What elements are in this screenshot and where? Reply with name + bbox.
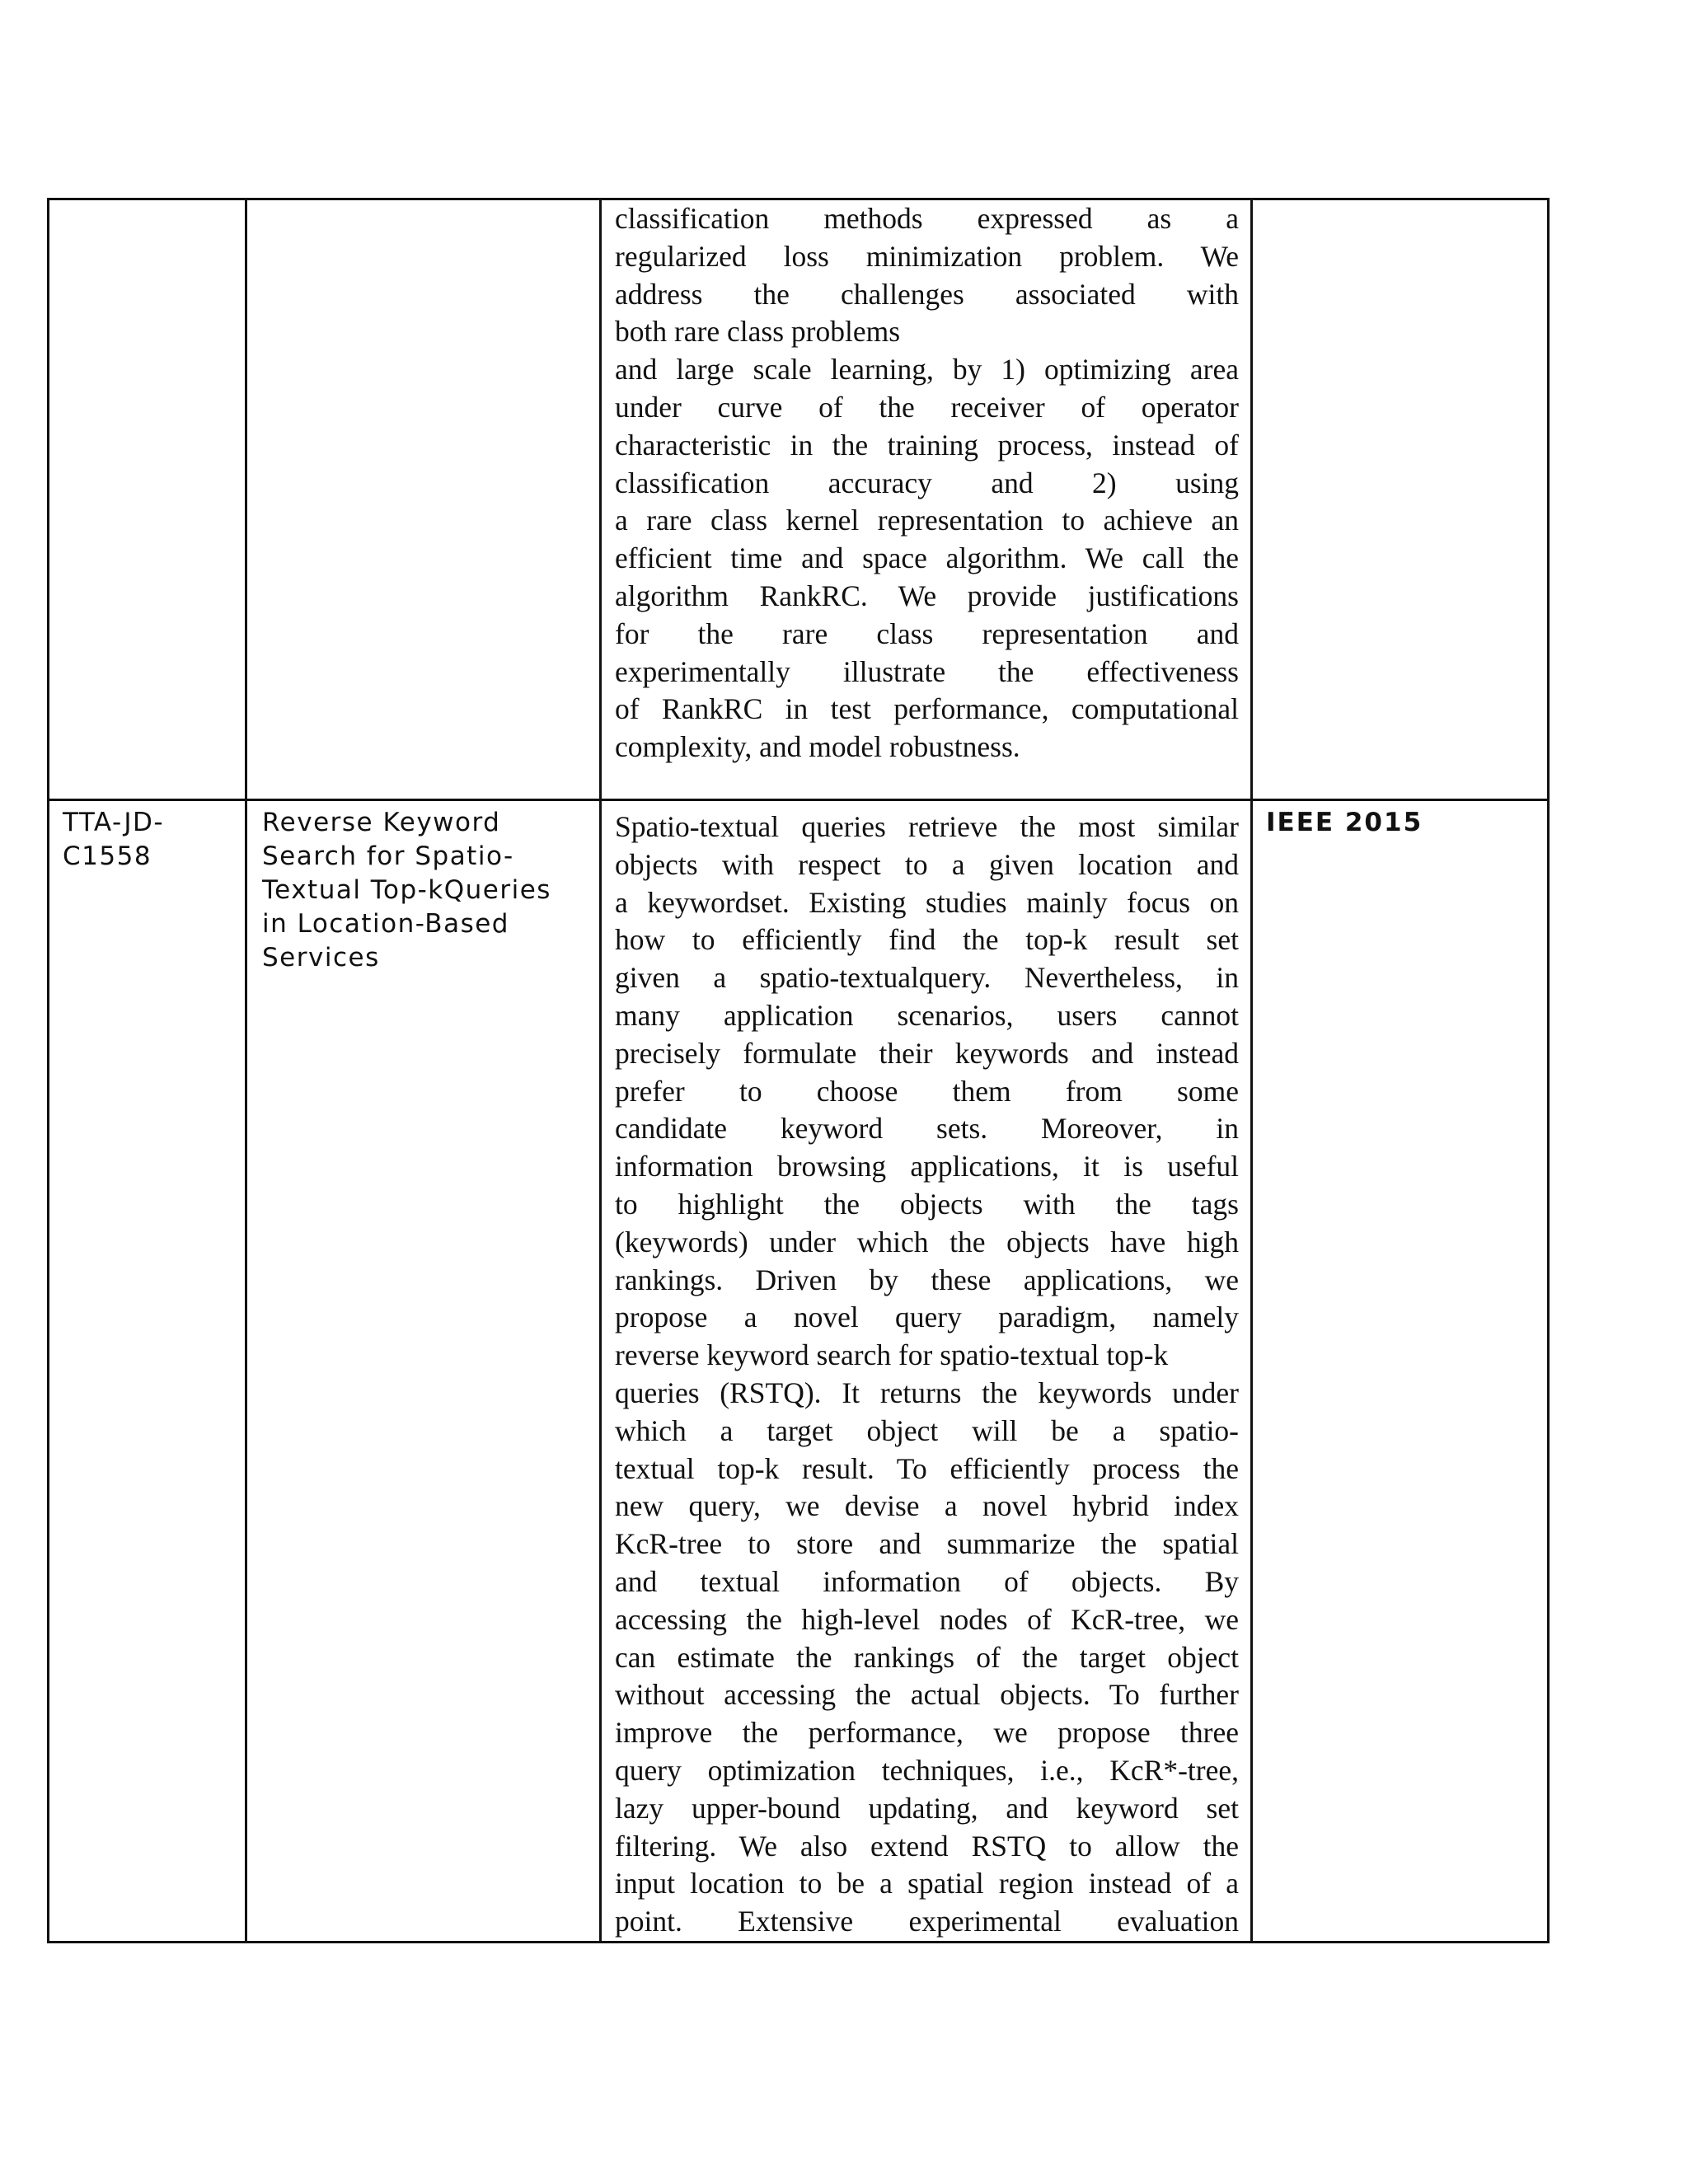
abstract-line: Spatio-textual queries retrieve the most similar <box>615 810 1239 843</box>
project-title-cell <box>246 800 601 1943</box>
abstract-line: efficient time and space algorithm. We call the <box>615 541 1239 575</box>
project-year-cell <box>1252 199 1549 800</box>
abstract-line: propose a novel query paradigm, namely <box>615 1301 1239 1334</box>
abstract-line: rankings. Driven by these applications, we <box>615 1263 1239 1296</box>
project-abstract <box>602 200 1250 766</box>
abstract-line: textual top-k result. To efficiently process the <box>615 1451 1239 1485</box>
abstract-line: accessing the high-level nodes of KcR-tree, we <box>615 1602 1239 1636</box>
project-table <box>47 198 1550 1943</box>
project-title-cell <box>246 199 601 800</box>
table-row <box>49 199 1549 800</box>
abstract-line: query optimization techniques, i.e., KcR*-tree, <box>615 1753 1239 1787</box>
project-year-cell <box>1252 800 1549 1943</box>
abstract-line: and large scale learning, by 1) optimizing area <box>615 353 1239 387</box>
abstract-line: without accessing the actual objects. To further <box>615 1678 1239 1712</box>
abstract-line: candidate keyword sets. Moreover, in <box>615 1112 1239 1146</box>
abstract-line: many application scenarios, users cannot <box>615 998 1239 1032</box>
abstract-line: prefer to choose them from some <box>615 1074 1239 1108</box>
project-year: IEEE 2015 <box>1266 808 1423 837</box>
abstract-line: for the rare class representation and <box>615 616 1239 650</box>
abstract-line: input location to be a spatial region instead of a <box>615 1867 1239 1900</box>
abstract-line: point. Extensive experimental evaluation <box>615 1905 1239 1938</box>
project-title-line: Textual Top-kQueries <box>262 875 551 905</box>
abstract-line: lazy upper-bound updating, and keyword set <box>615 1791 1239 1825</box>
abstract-line: both rare class problems <box>615 315 901 349</box>
abstract-line: improve the performance, we propose three <box>615 1716 1239 1750</box>
project-title-line: in Location-Based <box>262 909 509 939</box>
project-abstract-cell <box>601 800 1252 1943</box>
abstract-line: given a spatio-textualquery. Nevertheless, in <box>615 961 1239 995</box>
abstract-line: classification methods expressed as a <box>615 202 1239 235</box>
abstract-line: a keywordset. Existing studies mainly focus on <box>615 885 1239 919</box>
abstract-line: queries (RSTQ). It returns the keywords under <box>615 1376 1239 1409</box>
project-title-line: Services <box>262 943 380 972</box>
project-title <box>247 801 599 975</box>
abstract-line: classification accuracy and 2) using <box>615 466 1239 499</box>
project-code-line: TTA-JD- <box>63 808 165 837</box>
abstract-line: complexity, and model robustness. <box>615 730 1020 764</box>
project-title-line: Reverse Keyword <box>262 808 501 837</box>
abstract-line: reverse keyword search for spatio-textual top-k <box>615 1338 1169 1372</box>
abstract-line: experimentally illustrate the effectiveness <box>615 654 1239 688</box>
abstract-line: filtering. We also extend RSTQ to allow the <box>615 1829 1239 1863</box>
abstract-line: a rare class kernel representation to achieve an <box>615 504 1239 537</box>
abstract-line: can estimate the rankings of the target object <box>615 1640 1239 1674</box>
abstract-line: to highlight the objects with the tags <box>615 1187 1239 1221</box>
project-code-line: C1558 <box>63 841 152 871</box>
abstract-line: under curve of the receiver of operator <box>615 390 1239 424</box>
project-code <box>49 801 245 874</box>
abstract-line: of RankRC in test performance, computational <box>615 692 1239 726</box>
abstract-line: objects with respect to a given location and <box>615 847 1239 881</box>
abstract-line: precisely formulate their keywords and instead <box>615 1036 1239 1070</box>
abstract-line: regularized loss minimization problem. We <box>615 239 1239 273</box>
abstract-line: how to efficiently find the top-k result set <box>615 923 1239 957</box>
project-abstract-cell <box>601 199 1252 800</box>
abstract-line: address the challenges associated with <box>615 277 1239 311</box>
project-abstract <box>602 801 1250 1941</box>
project-code-cell <box>49 800 246 1943</box>
project-title-line: Search for Spatio- <box>262 841 514 871</box>
abstract-line: KcR-tree to store and summarize the spatial <box>615 1527 1239 1561</box>
abstract-line: and textual information of objects. By <box>615 1564 1239 1598</box>
abstract-line: (keywords) under which the objects have high <box>615 1225 1239 1258</box>
table-row <box>49 800 1549 1943</box>
project-code-cell <box>49 199 246 800</box>
abstract-line: algorithm RankRC. We provide justifications <box>615 579 1239 612</box>
abstract-line: which a target object will be a spatio- <box>615 1413 1239 1447</box>
abstract-line: new query, we devise a novel hybrid index <box>615 1489 1239 1523</box>
abstract-line: characteristic in the training process, instead of <box>615 428 1239 462</box>
abstract-line: information browsing applications, it is useful <box>615 1150 1239 1183</box>
